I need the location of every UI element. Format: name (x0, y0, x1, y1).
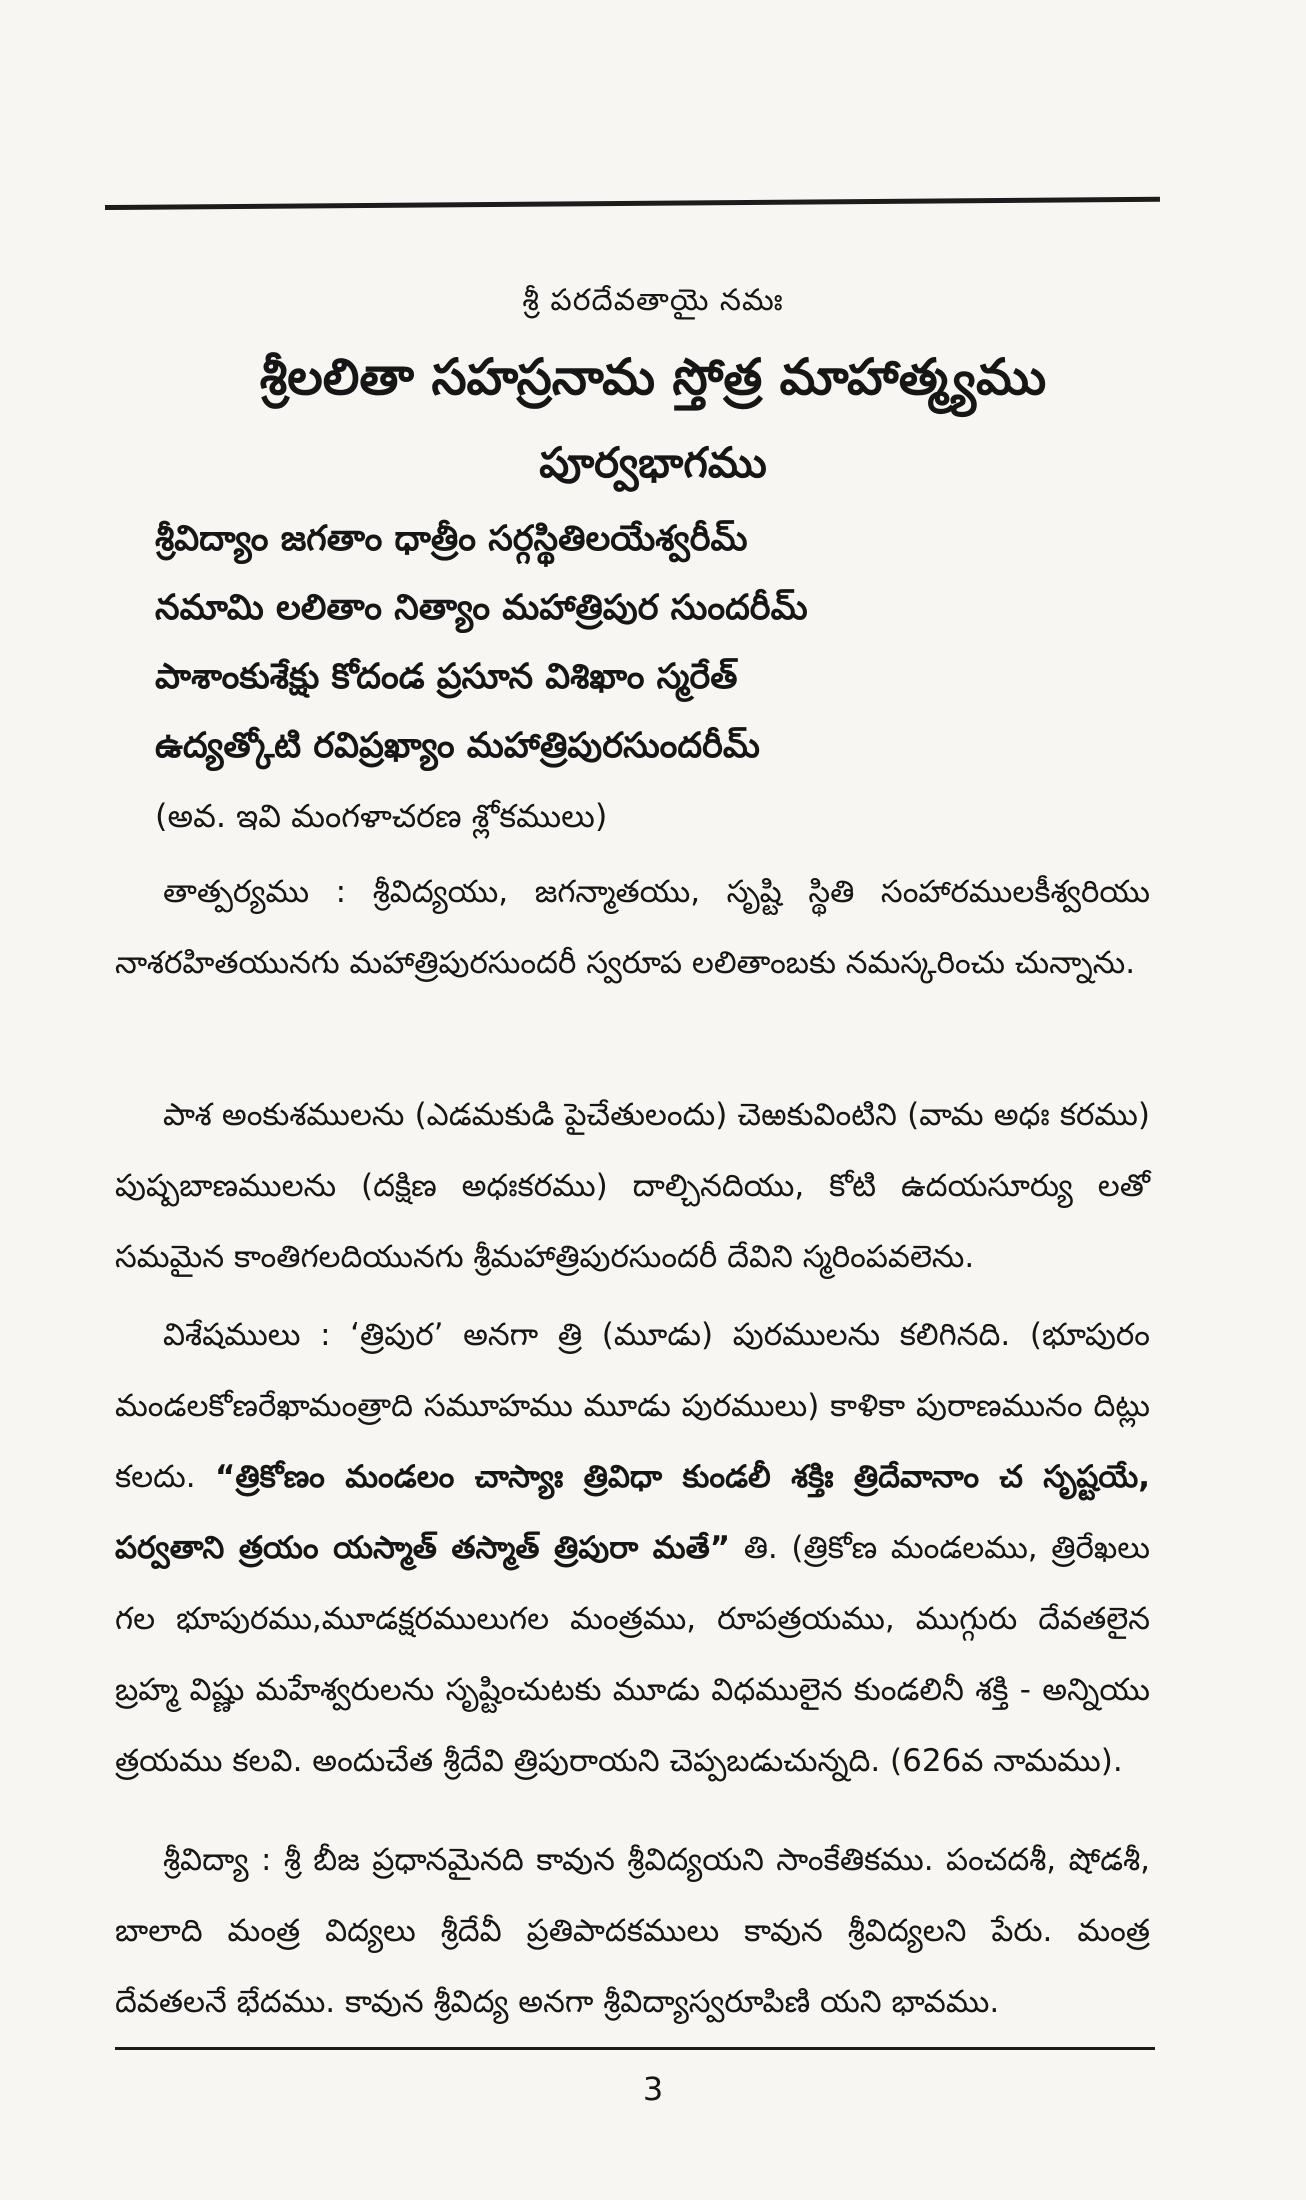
notes-explanation-text: తి. (త్రికోణ మండలము, త్రిరేఖలు గల భూపురము,మూడక్షరములుగల మంత్రము, రూపత్రయము, ముగ్గురు దేవతలైన బ్రహ్మ విష్ణు మహేశ్వరులను సృష్టించుటకు మూడు విధములైన కుండలినీ శక్తి - అన్నియు త్రయము కలవి. అందుచేత శ్రీదేవి త్రిపురాయని చెప్పబడుచున్నది. (626వ నామము). (115, 1530, 1150, 1779)
section-subtitle: పూర్వభాగము (539, 438, 767, 487)
paragraph-notes (115, 1300, 1150, 1797)
sanskrit-quote: “త్రికోణం మండలం చాస్యాః త్రివిధా కుండలీ శక్తిః త్రిదేవానాం చ సృష్టయే, పర్వతాని త్రయం యస్మాత్ తస్మాత్ త్రిపురా మతే” (115, 1459, 1150, 1566)
paragraph-description: పాశ అంకుశములను (ఎడమకుడి పైచేతులందు) చెఱకువింటిని (వామ అధః కరము) పుష్పబాణములను (దక్షిణ అధఃకరము) దాల్చినదియు, కోటి ఉదయసూర్యు లతో సమమైన కాంతిగలదియునగు శ్రీమహాత్రిపురసుందరీ దేవిని స్మరింపవలెను. (115, 1097, 1150, 1275)
verse-line-2: నమామి లలితాం నిత్యాం మహాత్రిపుర సుందరీమ్ (155, 588, 808, 628)
verse-line-1: శ్రీవిద్యాం జగతాం ధాత్రీం సర్గస్థితిలయేశ్వరీమ్ (155, 519, 748, 559)
page-number: 3 (642, 2070, 664, 2108)
verse-note: (అవ. ఇవి మంగళాచరణ శ్లోకములు) (155, 797, 608, 835)
paragraph-meaning: తాత్పర్యము : శ్రీవిద్యయు, జగన్మాతయు, సృష్టి స్థితి సంహారములకీశ్వరియు నాశరహితయునగు మహాత్రిపురసుందరీ స్వరూప లలితాంబకు నమస్కరించు చున్నాను. (115, 874, 1150, 981)
paragraph-srividya: శ్రీవిద్యా : శ్రీ బీజ ప్రధానమైనది కావున శ్రీవిద్యయని సాంకేతికము. పంచదశీ, షోడశీ, బాలాది మంత్ర విద్యలు శ్రీదేవీ ప్రతిపాదకములు కావున శ్రీవిద్యలని పేరు. మంత్ర దేవతలనే భేదము. కావున శ్రీవిద్య అనగా శ్రీవిద్యాస్వరూపిణి యని భావము. (115, 1842, 1150, 2020)
page-title: శ్రీలలితా సహస్రనామ స్తోత్ర మాహాత్మ్యము (259, 348, 1047, 406)
verse-line-3: పాశాంకుశేక్షు కోదండ ప్రసూన విశిఖాం స్మరేత్ (155, 657, 738, 697)
notes-intro-text: విశేషములు : ‘త్రిపుర’ అనగా త్రి (మూడు) పురములను కలిగినది. (భూపురం మండలకోణరేఖామంత్రాది సమూహము మూడు పురములు) కాళికా పురాణమునం దిట్లు కలదు. (115, 1317, 1150, 1495)
bottom-rule (115, 2047, 1155, 2050)
invocation-line: శ్రీ పరదేవతాయై నమః (522, 283, 784, 318)
verse-line-4: ఉద్యత్కోటి రవిప్రఖ్యాం మహాత్రిపురసుందరీమ్ (155, 726, 760, 766)
top-rule (105, 197, 1160, 210)
